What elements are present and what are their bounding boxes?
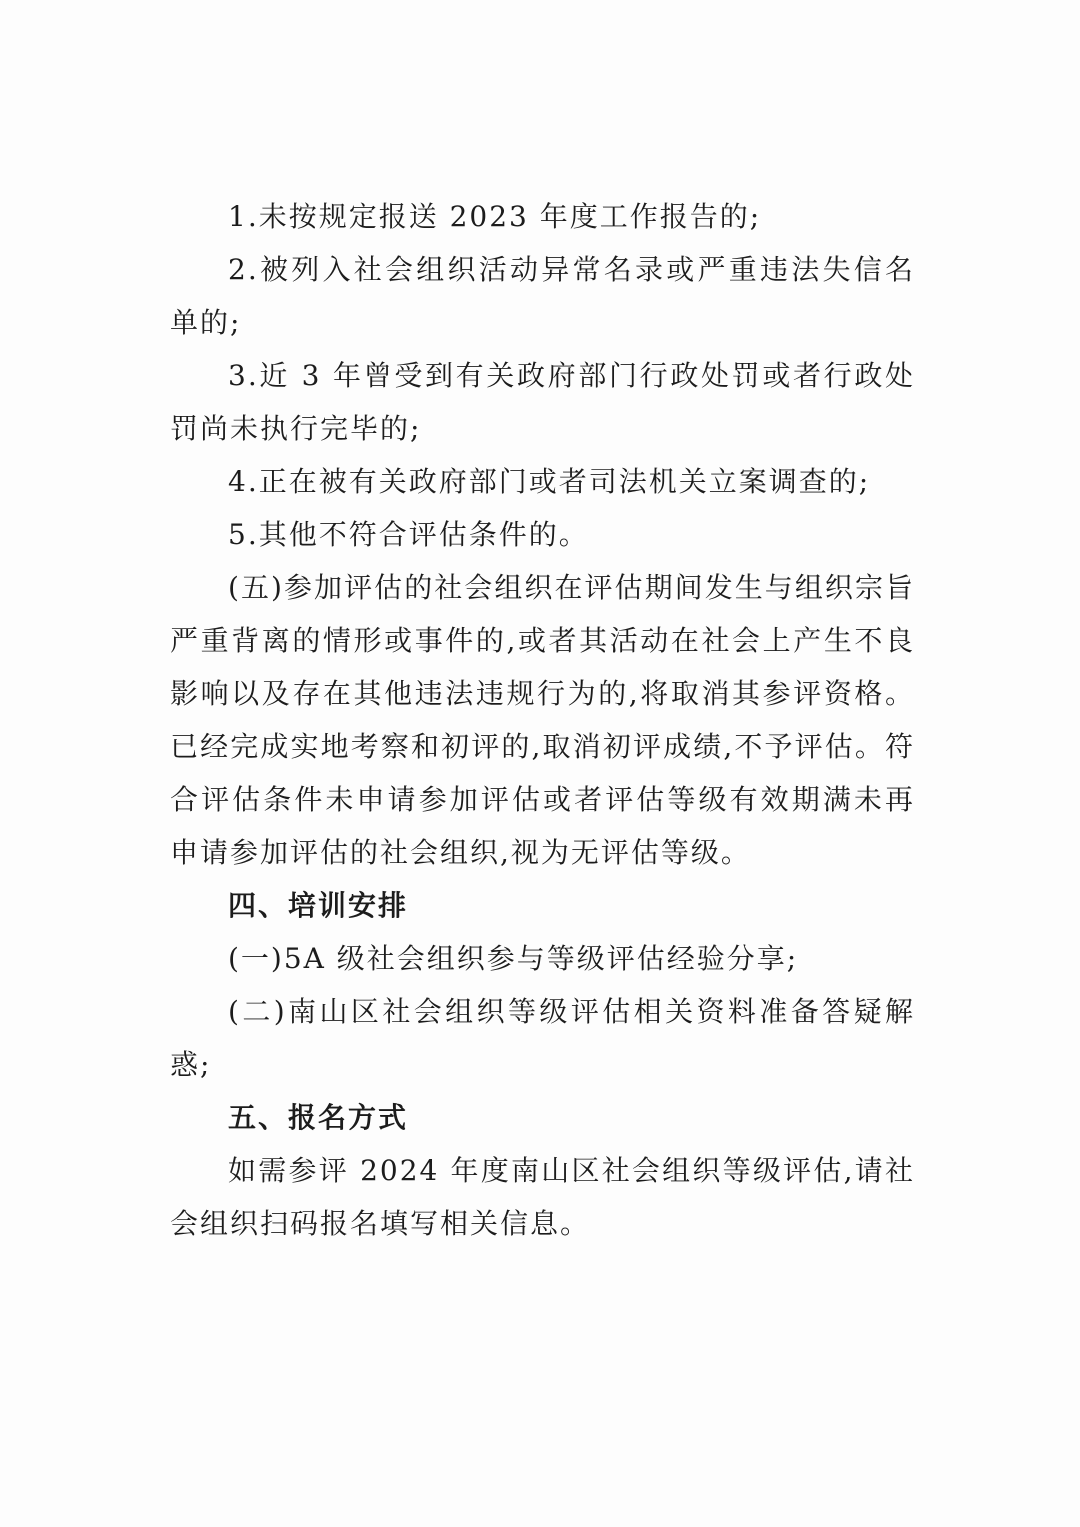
list-item-1: 1.未按规定报送 2023 年度工作报告的;	[228, 200, 762, 233]
list-item-4: 4.正在被有关政府部门或者司法机关立案调查的;	[228, 465, 871, 498]
list-item-2: 2.被列入社会组织活动异常名录或严重违法失信名单的;	[170, 253, 915, 339]
section-heading-training: 四、培训安排	[228, 889, 409, 922]
section-5-paragraph: (五)参加评估的社会组织在评估期间发生与组织宗旨严重背离的情形或事件的,或者其活动在社会上产生不良影响以及存在其他违法违规行为的,将取消其参评资格。已经完成实地考察和初评的,取消初评成绩,不予评估。符合评估条件未申请参加评估或者评估等级有效期满未再申请参加评估的社会组织,视为无评估等级。	[170, 571, 915, 869]
list-item-3: 3.近 3 年曾受到有关政府部门行政处罚或者行政处罚尚未执行完毕的;	[170, 359, 915, 445]
list-item-5: 5.其他不符合评估条件的。	[228, 518, 589, 551]
signup-paragraph: 如需参评 2024 年度南山区社会组织等级评估,请社会组织扫码报名填写相关信息。	[170, 1154, 915, 1240]
training-item-2: (二)南山区社会组织等级评估相关资料准备答疑解惑;	[170, 995, 915, 1081]
training-item-1: (一)5A 级社会组织参与等级评估经验分享;	[228, 942, 799, 975]
document-body	[170, 190, 915, 1250]
section-heading-signup: 五、报名方式	[228, 1101, 409, 1134]
